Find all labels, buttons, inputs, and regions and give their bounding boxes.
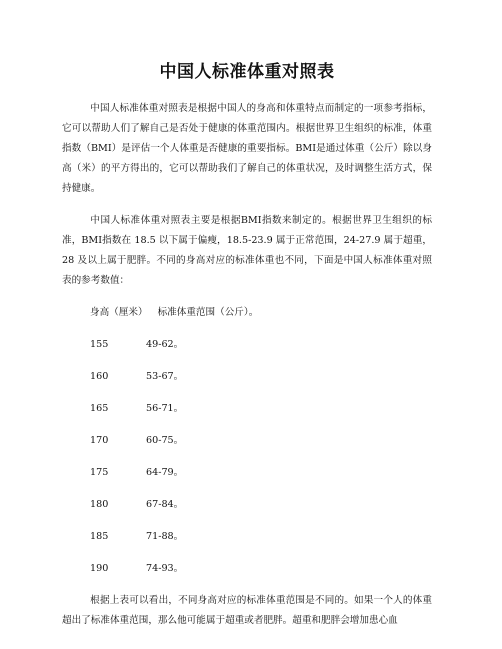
- row-height: 190: [90, 563, 109, 574]
- row-weight: 53-67。: [146, 371, 184, 382]
- row-weight: 74-93。: [146, 563, 184, 574]
- row-weight: 56-71。: [146, 403, 184, 414]
- row-height: 180: [90, 499, 109, 510]
- row-weight: 60-75。: [146, 435, 184, 446]
- table-row: [62, 431, 432, 463]
- header-weight: 标准体重范围（公斤）。: [157, 307, 259, 318]
- row-height: 170: [90, 435, 109, 446]
- header-height: 身高（厘米）: [90, 307, 148, 318]
- row-height: 175: [90, 467, 109, 478]
- bmi-paragraph: [62, 211, 432, 291]
- bmi-text: 中国人标准体重对照表主要是根据BMI指数来制定的。根据世界卫生组织的标准，BMI指数在 18.5 以下属于偏瘦，18.5-23.9 属于正常范围，24-27.9 属于超重，28 及以上属于肥胖。不同的身高对应的标准体重也不同，下面是中国人标准体重对照表的参考数值：: [62, 215, 432, 286]
- conclusion-text: 根据上表可以看出，不同身高对应的标准体重范围是不同的。如果一个人的体重超出了标准体重范围，那么他可能属于超重或者肥胖。超重和肥胖会增加患心血: [62, 595, 432, 626]
- row-height: 160: [90, 371, 109, 382]
- intro-paragraph: [62, 99, 432, 199]
- row-weight: 49-62。: [146, 339, 184, 350]
- table-row: [62, 559, 432, 591]
- table-row: [62, 527, 432, 559]
- table-row: [62, 399, 432, 431]
- table-row: [62, 463, 432, 495]
- conclusion-paragraph: [62, 591, 432, 631]
- table-row: [62, 335, 432, 367]
- weight-table: [62, 335, 432, 591]
- row-weight: 67-84。: [146, 499, 184, 510]
- table-header: [62, 303, 432, 323]
- page-title: 中国人标准体重对照表: [159, 62, 335, 82]
- row-weight: 71-88。: [146, 531, 184, 542]
- row-height: 155: [90, 339, 109, 350]
- intro-text: 中国人标准体重对照表是根据中国人的身高和体重特点而制定的一项参考指标，它可以帮助人们了解自己是否处于健康的体重范围内。根据世界卫生组织的标准，体重指数（BMI）是评估一个人体重是否健康的重要指标。BMI是通过体重（公斤）除以身高（米）的平方得出的，它可以帮助我们了解自己的体重状况，及时调整生活方式，保持健康。: [62, 103, 432, 194]
- table-row: [62, 367, 432, 399]
- row-height: 185: [90, 531, 109, 542]
- row-height: 165: [90, 403, 109, 414]
- row-weight: 64-79。: [146, 467, 184, 478]
- table-row: [62, 495, 432, 527]
